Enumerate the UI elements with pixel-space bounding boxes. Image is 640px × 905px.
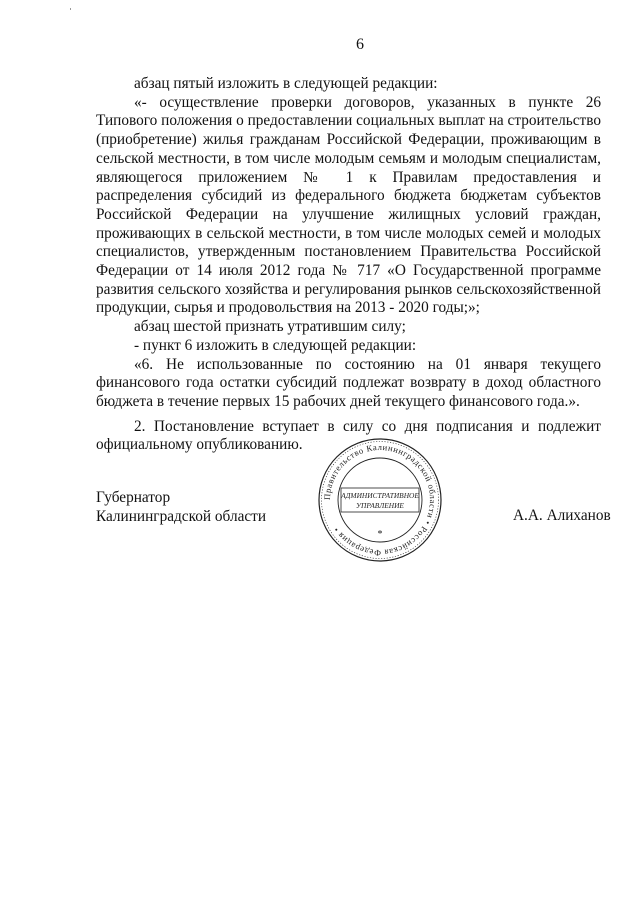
signatory-title: [96, 488, 266, 526]
page-number: 6: [356, 36, 364, 53]
paragraph-6: 2. Постановление вступает в силу со дня подписания и подлежит официальному опубликованию.: [96, 417, 601, 454]
seal-ring-text: Правительство Калининградской области • Российская Федерация •: [321, 441, 439, 559]
paragraph-3: абзац шестой признать утратившим силу;: [134, 318, 406, 336]
scan-speck: [70, 8, 71, 10]
signatory-position: Губернатор: [96, 489, 171, 506]
seal-outer-ring: [319, 439, 441, 561]
paragraph-1: абзац пятый изложить в следующей редакции:: [134, 75, 438, 92]
seal-center-line1: АДМИНИСТРАТИВНОЕ: [341, 491, 419, 500]
document-body: [96, 75, 601, 455]
seal-star-icon: *: [377, 529, 383, 540]
signatory-name: А.А. Алиханов: [513, 507, 611, 524]
paragraph-5: «6. Не использованные по состоянию на 01 января текущего финансового года остатки субсидий подлежат возврату в доход областного бюджета в течение первых 15 рабочих дней текущего финансового года.».: [96, 355, 601, 410]
signatory-region: Калининградской области: [96, 508, 267, 525]
seal-center-line2: УПРАВЛЕНИЕ: [356, 501, 404, 510]
official-seal: [317, 437, 443, 563]
paragraph-4: - пункт 6 изложить в следующей редакции:: [134, 336, 417, 354]
paragraph-2: «- осуществление проверки договоров, указанных в пункте 26 Типового положения о предоставлении социальных выплат на строительство (приобретение) жилья гражданам Российской Федерации, проживающим в сельской местности, в том числе молодым семьям и молодым специалистам, являющегося приложением № 1 к Правилам предоставления и распределения субсидий из федерального бюджета бюджетам субъектов Российской Федерации на улучшение жилищных условий граждан, проживающих в сельской местности, в том числе молодых семей и молодых специалистов, утвержденным постановлением Правительства Российской Федерации от 14 июля 2012 года № 717 «О Государственной программе развития сельского хозяйства и регулирования рынков сельскохозяйственной продукции, сырья и продовольствия на 2013 - 2020 годы;»;: [96, 93, 601, 317]
